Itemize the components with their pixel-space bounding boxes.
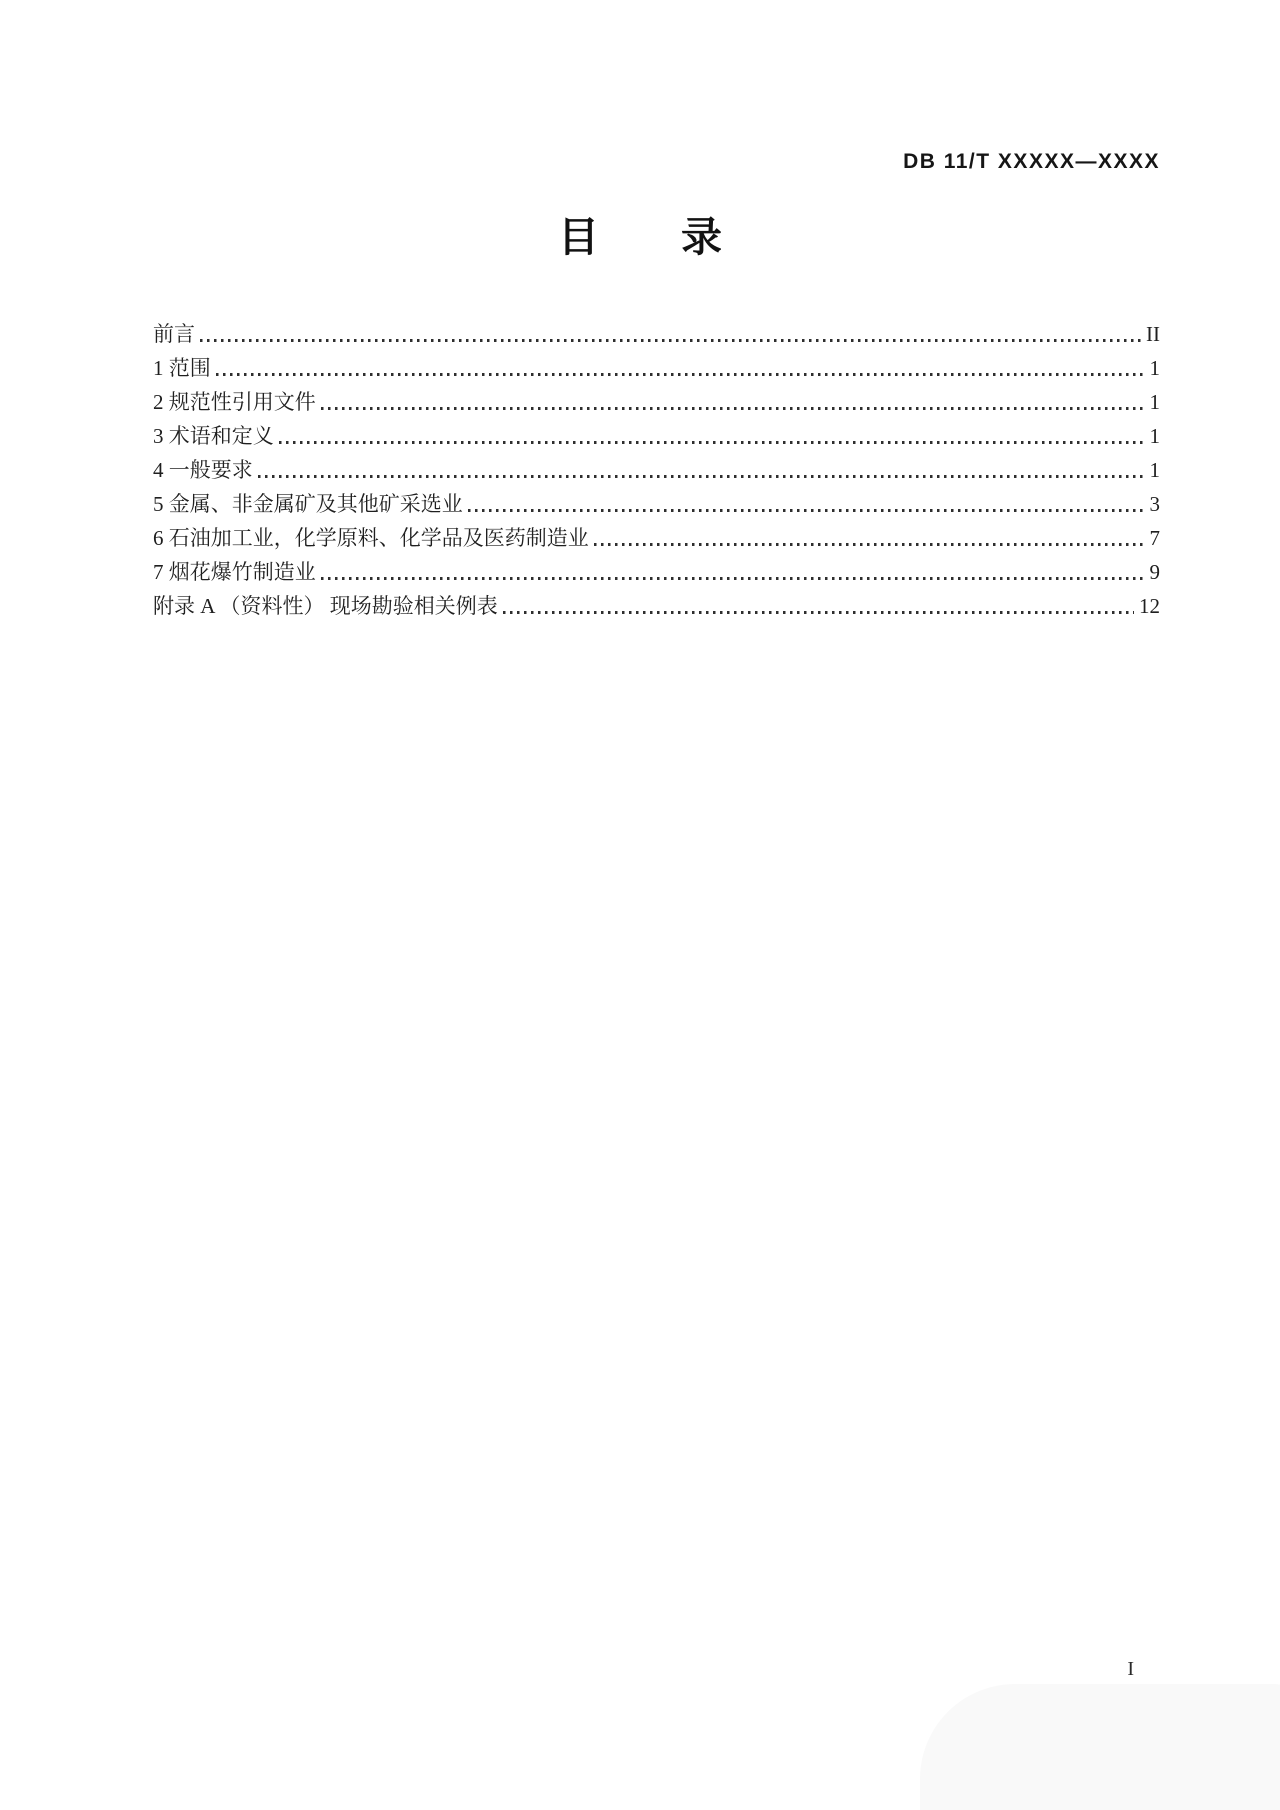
- page-title: 目 录: [558, 214, 722, 260]
- toc-page-number: 12: [1139, 594, 1160, 618]
- dot-leader: [468, 509, 1145, 512]
- toc-row: [153, 453, 1160, 487]
- toc-entry-label: 5 金属、非金属矿及其他矿采选业: [153, 492, 463, 516]
- toc-entry-label: 7 烟花爆竹制造业: [153, 560, 316, 584]
- toc-entry-label: 前言: [153, 322, 195, 346]
- dot-leader: [216, 373, 1145, 376]
- dot-leader: [200, 339, 1141, 342]
- toc-entry-label: 3 术语和定义: [153, 424, 274, 448]
- toc-page-number: 7: [1149, 526, 1160, 550]
- dot-leader: [279, 441, 1145, 444]
- toc-entry-label: 1 范围: [153, 356, 211, 380]
- footer-page-number: I: [1127, 1658, 1134, 1680]
- toc-page-number: 1: [1149, 424, 1160, 448]
- toc-row: [153, 521, 1160, 555]
- toc-page-number: 1: [1149, 390, 1160, 414]
- toc-page-number: 9: [1149, 560, 1160, 584]
- toc-row: [153, 317, 1160, 351]
- toc-entry-label: 6 石油加工业，化学原料、化学品及医药制造业: [153, 526, 589, 550]
- toc-row: [153, 555, 1160, 589]
- dot-leader: [321, 577, 1145, 580]
- toc-entry-label: 2 规范性引用文件: [153, 390, 316, 414]
- toc-row: [153, 419, 1160, 453]
- dot-leader: [321, 407, 1145, 410]
- toc-list: [153, 317, 1160, 623]
- scan-shade: [920, 1684, 1280, 1810]
- toc-page-number: 1: [1149, 356, 1160, 380]
- toc-row: [153, 487, 1160, 521]
- toc-page-number: 3: [1149, 492, 1160, 516]
- toc-page-number: 1: [1149, 458, 1160, 482]
- dot-leader: [594, 543, 1145, 546]
- dot-leader: [258, 475, 1145, 478]
- toc-row: [153, 351, 1160, 385]
- toc-page-number: II: [1146, 322, 1160, 346]
- toc-entry-label: 4 一般要求: [153, 458, 253, 482]
- document-code: DB 11/T XXXXX—XXXX: [903, 150, 1160, 173]
- toc-entry-label: 附录 A （资料性） 现场勘验相关例表: [153, 594, 498, 618]
- toc-row: [153, 589, 1160, 623]
- dot-leader: [503, 611, 1134, 614]
- toc-row: [153, 385, 1160, 419]
